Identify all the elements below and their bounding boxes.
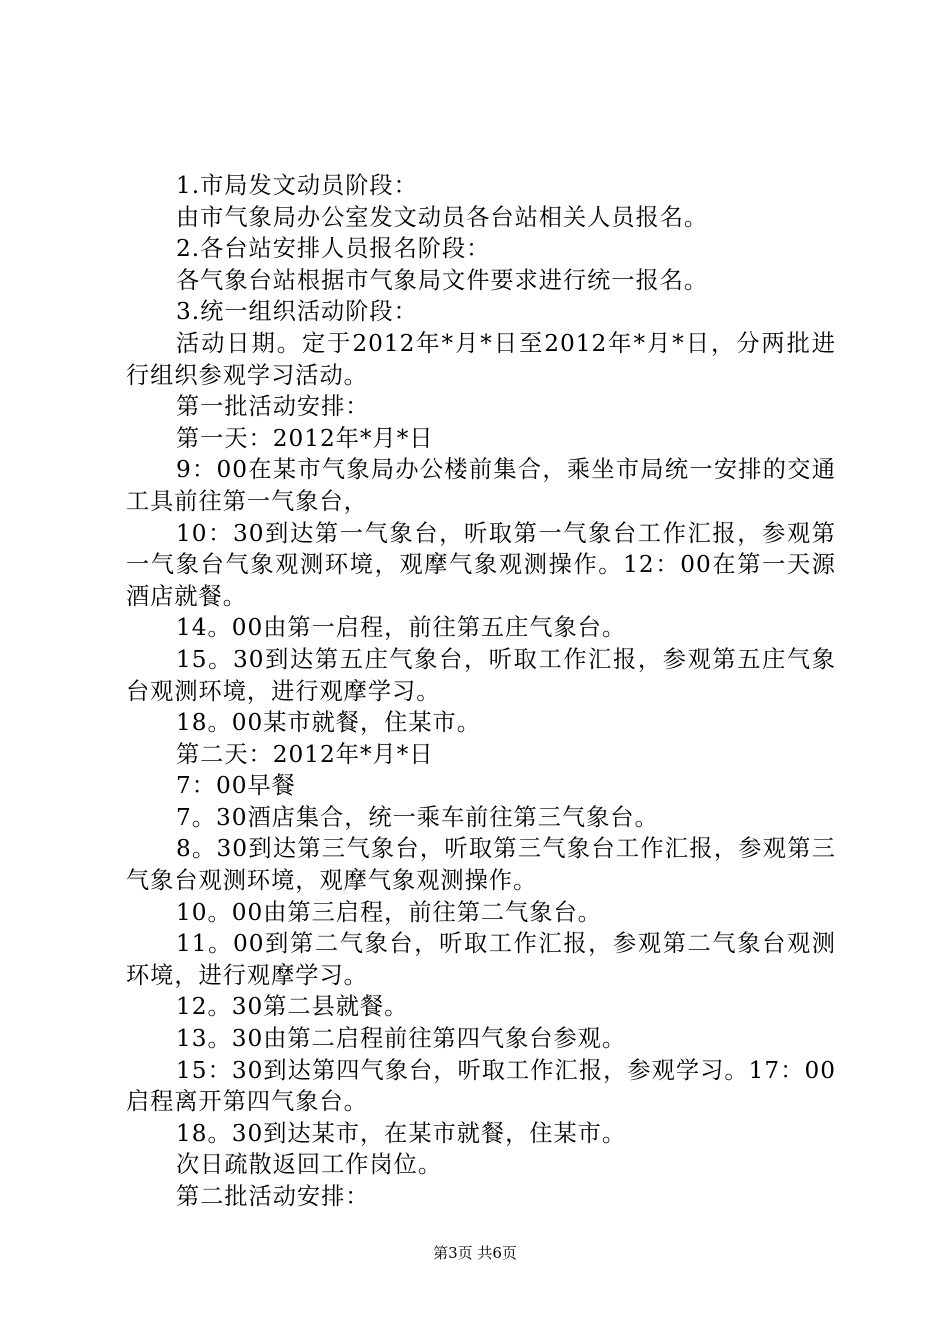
paragraph: 第二批活动安排： (176, 1183, 370, 1210)
document-body (126, 170, 836, 1213)
paragraph: 11。00到第二气象台，听取工作汇报，参观第二气象台观测环境，进行观摩学习。 (126, 930, 836, 989)
paragraph: 12。30第二县就餐。 (176, 993, 409, 1021)
paragraph: 8。30到达第三气象台，听取第三气象台工作汇报，参观第三气象台观测环境，观摩气象观测操作。 (126, 835, 836, 895)
paragraph: 13。30由第二启程前往第四气象台参观。 (176, 1025, 627, 1053)
paragraph: 第一批活动安排： (176, 393, 370, 421)
paragraph: 15。30到达第五庄气象台，听取工作汇报，参观第五庄气象台观测环境，进行观摩学习。 (126, 645, 836, 705)
paragraph: 次日疏散返回工作岗位。 (176, 1151, 443, 1179)
paragraph: 第二天：2012年*月*日 (176, 740, 434, 768)
paragraph: 第一天：2012年*月*日 (176, 424, 434, 452)
paragraph: 9：00在某市气象局办公楼前集合，乘坐市局统一安排的交通工具前往第一气象台， (126, 456, 836, 515)
paragraph: 15：30到达第四气象台，听取工作汇报，参观学习。17：00启程离开第四气象台。 (126, 1056, 836, 1116)
page-number-footer: 第3页 共6页 (433, 1244, 517, 1262)
paragraph: 18。00某市就餐，住某市。 (176, 709, 481, 737)
paragraph: 18。30到达某市，在某市就餐，住某市。 (176, 1119, 627, 1147)
paragraph: 7。30酒店集合，统一乘车前往第三气象台。 (176, 803, 659, 831)
paragraph: 1.市局发文动员阶段： (176, 172, 418, 199)
paragraph: 7：00早餐 (176, 772, 296, 800)
paragraph: 由市气象局办公室发文动员各台站相关人员报名。 (176, 203, 709, 231)
paragraph: 2.各台站安排人员报名阶段： (176, 235, 491, 263)
paragraph: 各气象台站根据市气象局文件要求进行统一报名。 (176, 266, 709, 294)
paragraph: 活动日期。定于2012年*月*日至2012年*月*日，分两批进行组织参观学习活动。 (126, 329, 836, 389)
paragraph: 3.统一组织活动阶段： (176, 298, 418, 326)
paragraph: 10。00由第三启程，前往第二气象台。 (176, 898, 602, 926)
paragraph: 14。00由第一启程，前往第五庄气象台。 (176, 614, 627, 642)
paragraph: 10：30到达第一气象台，听取第一气象台工作汇报，参观第一气象台气象观测环境，观摩气象观测操作。12：00在第一天源酒店就餐。 (126, 519, 836, 610)
